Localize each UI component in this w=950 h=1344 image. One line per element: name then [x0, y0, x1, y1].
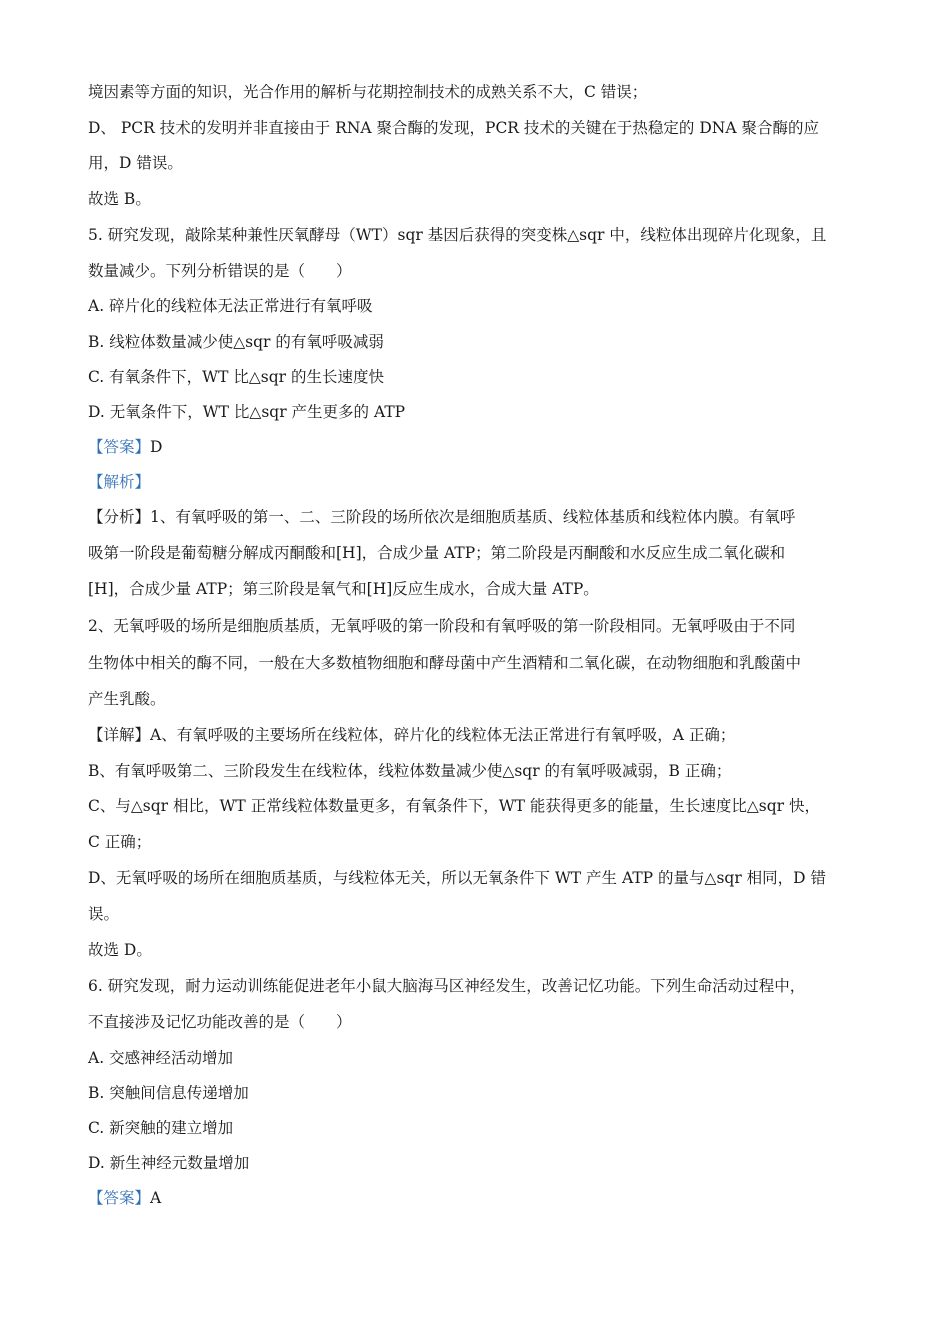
- question-5-stem: 数量减少。下列分析错误的是（ ）: [88, 262, 352, 280]
- text-line: 境因素等方面的知识，光合作用的解析与花期控制技术的成熟关系不大，C 错误；: [88, 83, 648, 101]
- answer-line: [88, 436, 162, 458]
- answer-value: A: [150, 1189, 162, 1207]
- option-b: B. 线粒体数量减少使△sqr 的有氧呼吸减弱: [88, 333, 384, 351]
- option-b: B. 突触间信息传递增加: [88, 1084, 249, 1102]
- question-6-stem: 6. 研究发现，耐力运动训练能促进老年小鼠大脑海马区神经发生，改善记忆功能。下列生命活动过程中，: [88, 977, 806, 995]
- option-a: A. 交感神经活动增加: [88, 1049, 234, 1067]
- text-line: D、 PCR 技术的发明并非直接由于 RNA 聚合酶的发现，PCR 技术的关键在于热稳定的 DNA 聚合酶的应: [88, 119, 819, 137]
- analysis-tag: 【解析】: [88, 473, 151, 491]
- text-line: D、无氧呼吸的场所在细胞质基质，与线粒体无关，所以无氧条件下 WT 产生 ATP 的量与△sqr 相同，D 错: [88, 869, 827, 887]
- text-line: 产生乳酸。: [88, 690, 166, 708]
- text-line: 误。: [88, 905, 120, 923]
- text-line: 【分析】1、有氧呼吸的第一、二、三阶段的场所依次是细胞质基质、线粒体基质和线粒体内膜。有氧呼: [88, 508, 796, 526]
- text-line: 故选 B。: [88, 190, 151, 208]
- text-line: C、与△sqr 相比，WT 正常线粒体数量更多，有氧条件下，WT 能获得更多的能量，生长速度比△sqr 快，: [88, 797, 821, 815]
- answer-line: [88, 1187, 161, 1209]
- text-line: B、有氧呼吸第二、三阶段发生在线粒体，线粒体数量减少使△sqr 的有氧呼吸减弱，B 正确；: [88, 762, 732, 780]
- option-d: D. 无氧条件下，WT 比△sqr 产生更多的 ATP: [88, 403, 406, 421]
- option-c: C. 有氧条件下，WT 比△sqr 的生长速度快: [88, 368, 384, 386]
- answer-value: D: [150, 438, 163, 456]
- option-d: D. 新生神经元数量增加: [88, 1154, 250, 1172]
- question-6-stem: 不直接涉及记忆功能改善的是（ ）: [88, 1013, 352, 1031]
- text-line: 故选 D。: [88, 941, 152, 959]
- text-line: C 正确；: [88, 833, 152, 851]
- text-line: 2、无氧呼吸的场所是细胞质基质，无氧呼吸的第一阶段和有氧呼吸的第一阶段相同。无氧呼吸由于不同: [88, 617, 796, 635]
- answer-tag: 【答案】: [88, 1189, 151, 1207]
- text-line: 生物体中相关的酶不同，一般在大多数植物细胞和酵母菌中产生酒精和二氧化碳，在动物细胞和乳酸菌中: [88, 654, 802, 672]
- text-line: [H]，合成少量 ATP；第三阶段是氧气和[H]反应生成水，合成大量 ATP。: [88, 580, 599, 598]
- text-line: 【详解】A、有氧呼吸的主要场所在线粒体，碎片化的线粒体无法正常进行有氧呼吸，A 正确；: [88, 726, 736, 744]
- text-line: 用，D 错误。: [88, 154, 183, 172]
- option-c: C. 新突触的建立增加: [88, 1119, 234, 1137]
- option-a: A. 碎片化的线粒体无法正常进行有氧呼吸: [88, 297, 373, 315]
- question-5-stem: 5. 研究发现，敲除某种兼性厌氧酵母（WT）sqr 基因后获得的突变株△sqr 中，线粒体出现碎片化现象，且: [88, 226, 827, 244]
- answer-tag: 【答案】: [88, 438, 151, 456]
- text-line: 吸第一阶段是葡萄糖分解成丙酮酸和[H]，合成少量 ATP；第二阶段是丙酮酸和水反应生成二氧化碳和: [88, 544, 786, 562]
